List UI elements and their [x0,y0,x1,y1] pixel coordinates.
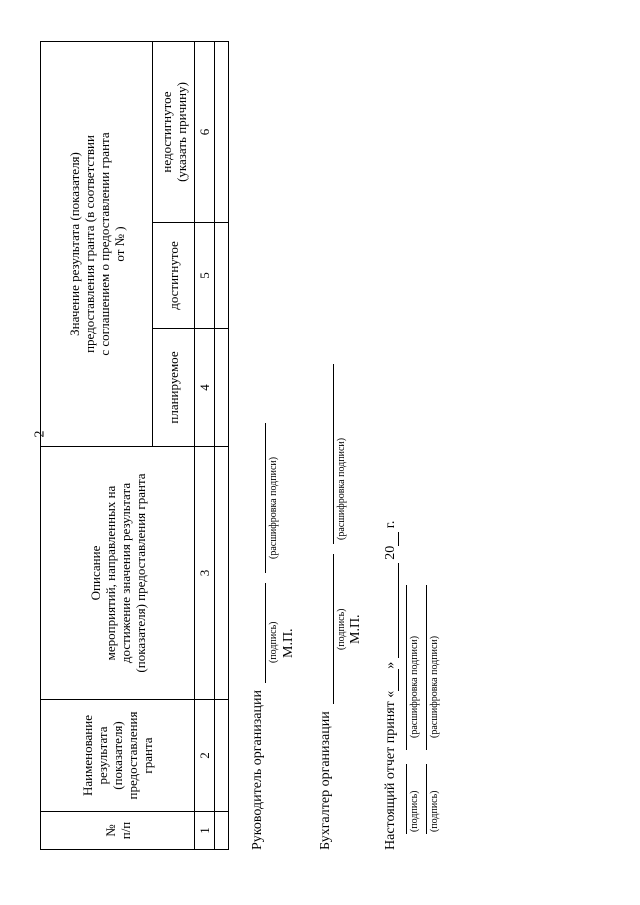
column-number-4: 4 [195,329,215,447]
acceptance-row [383,521,399,850]
accountant-decoding-caption: (расшифровка подписи) [336,437,347,540]
accepted-year-line [384,532,399,546]
column-number-5: 5 [195,223,215,329]
accountant-stamp: М.П. [348,614,363,644]
header-num [41,812,195,850]
column-number-3: 3 [195,447,215,700]
header-not-achieved [153,41,195,222]
header-description-text: Описание мероприятий, направленных на достижение значения результата (показателя) предоставления гранта [87,473,148,673]
acceptance-signature-caption-1: (подпись) [409,790,420,832]
empty-cell [215,329,229,447]
rotated-report-page [40,40,440,850]
accepted-day-line [384,669,399,691]
column-number-6: 6 [195,41,215,222]
header-description [41,447,195,700]
empty-cell [215,812,229,850]
acceptance-signature-caption-2: (подпись) [429,790,440,832]
page-number: 2 [32,430,48,438]
empty-cell [215,700,229,812]
results-table [40,41,229,850]
header-result-name [41,700,195,812]
head-decoding-line [251,423,266,573]
header-result-name-text: Наименование результата (показателя) предоставления гранта [80,711,155,800]
empty-cell [215,447,229,700]
header-num-text: № п/п [102,821,133,840]
accountant-signature-row [318,364,334,850]
acceptance-signature-line-2 [426,764,427,834]
accountant-label: Бухгалтер организации [318,711,333,850]
accountant-signature-line [319,554,334,704]
accepted-year-prefix: 20 [383,545,398,560]
acceptance-decoding-line-1 [406,585,407,750]
header-achieved: достигнутое [153,223,195,329]
empty-cell [215,41,229,222]
header-value-group-text: Значение результата (показателя) предоставления гранта (в соответствии с соглашением о предоставлении гранта от № ) [66,132,127,356]
acceptance-decoding-caption-2: (расшифровка подписи) [429,635,440,738]
head-stamp: М.П. [281,628,296,658]
head-signature-line [251,583,266,683]
acceptance-decoding-line-2 [426,585,427,750]
header-planned: планируемое [153,329,195,447]
head-signature-row [250,423,266,850]
column-number-1: 1 [195,812,215,850]
column-number-2: 2 [195,700,215,812]
acceptance-signature-line-1 [406,764,407,834]
accepted-mid: » [383,661,398,669]
header-value-group [41,41,153,446]
head-signature-caption: (подпись) [268,621,279,663]
head-label: Руководитель организации [250,690,265,850]
empty-cell [215,223,229,329]
accepted-suffix: г. [383,520,398,529]
header-not-achieved-text: недостигнутое (указать причину) [158,82,189,182]
accountant-signature-caption: (подпись) [336,608,347,650]
accepted-prefix: Настоящий отчет принят « [383,690,398,850]
accountant-decoding-line [319,364,334,544]
head-decoding-caption: (расшифровка подписи) [268,456,279,559]
accepted-month-line [384,563,399,658]
acceptance-decoding-caption-1: (расшифровка подписи) [409,635,420,738]
